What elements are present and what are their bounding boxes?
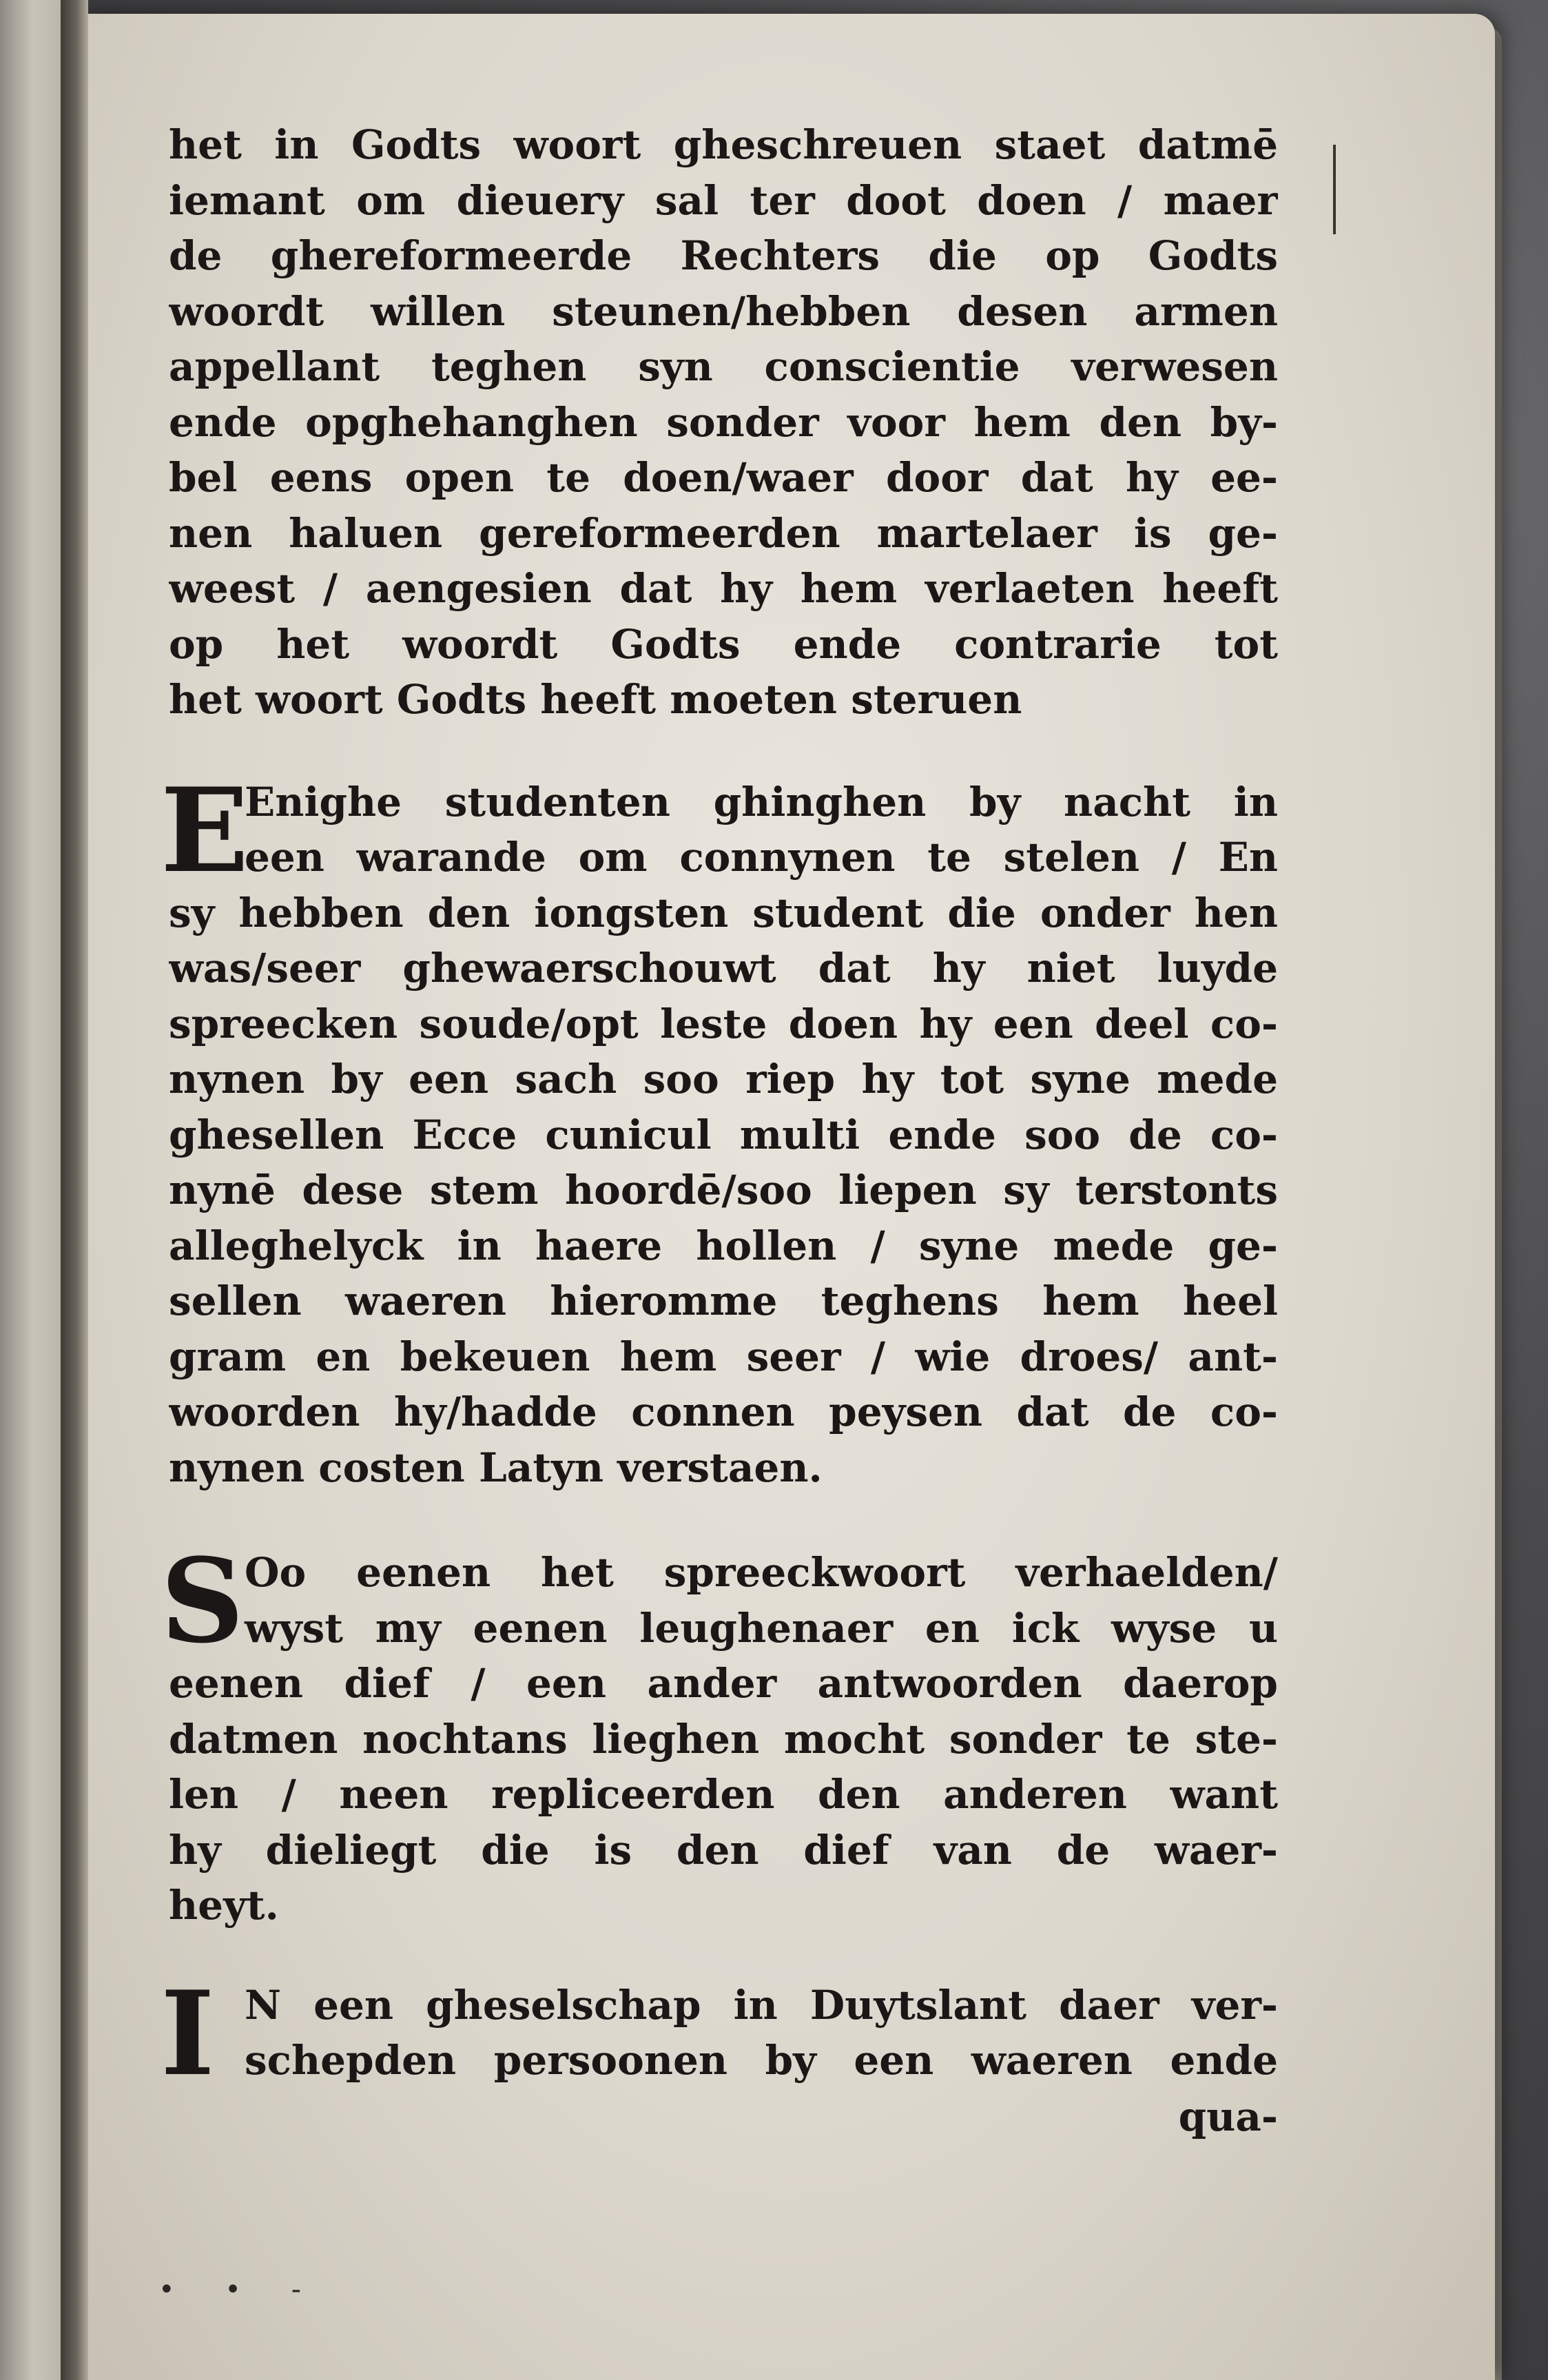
catchword: qua- (1178, 2093, 1278, 2140)
text-line: de ghereformeerde Rechters die op Godts (169, 232, 1278, 279)
text-line: woordt willen steunen/hebben desen armen (169, 287, 1278, 335)
text-line: ende opghehanghen sonder voor hem den by- (169, 398, 1278, 446)
paragraph-3 (161, 1532, 1278, 1933)
text-line: op het woordt Godts ende contrarie tot (169, 620, 1278, 668)
text-line: sellen waeren hieromme teghens hem heel (169, 1278, 1278, 1324)
text-line: een warande om connynen te stelen / En (245, 834, 1278, 881)
text-line: iemant om dieuery sal ter doot doen / maer (169, 176, 1278, 224)
text-line: alleghelyck in haere hollen / syne mede ge- (169, 1222, 1278, 1269)
text-line: gram en bekeuen hem seer / wie droes/ ant- (169, 1333, 1278, 1380)
text-line: ghesellen Ecce cunicul multi ende soo de co- (169, 1111, 1278, 1158)
text-line: woorden hy/hadde connen peysen dat de co- (169, 1388, 1278, 1435)
text-line: was/seer ghewaerschouwt dat hy niet luyde (169, 945, 1278, 992)
text-line: eenen dief / een ander antwoorden daerop (169, 1660, 1278, 1707)
text-line: Oo eenen het spreeckwoort verhaelden/ (245, 1549, 1278, 1596)
text-line: sy hebben den iongsten student die onder hen (169, 889, 1278, 936)
text-line: weest / aengesien dat hy hem verlaeten heeft (169, 565, 1278, 612)
text-line: nynē dese stem hoordē/soo liepen sy terstonts (169, 1167, 1278, 1213)
text-line: bel eens open te doen/waer door dat hy ee- (169, 454, 1278, 501)
text-line: heyt. (169, 1882, 279, 1929)
text-line: N een gheselschap in Duytslant daer ver- (245, 1981, 1278, 2029)
text-line: spreecken soude/opt leste doen hy een deel co- (169, 1000, 1278, 1047)
paragraph-2 (161, 761, 1278, 1496)
text-line: nen haluen gereformeerden martelaer is ge- (169, 509, 1278, 557)
text-line: len / neen repliceerden den anderen want (169, 1771, 1278, 1818)
text-line: Enighe studenten ghinghen by nacht in (245, 778, 1278, 825)
paragraph-1 (169, 117, 1278, 728)
margin-mark (1333, 145, 1336, 234)
text-line: nynen by een sach soo riep hy tot syne mede (169, 1056, 1278, 1102)
text-line: nynen costen Latyn verstaen. (169, 1444, 823, 1491)
text-line: wyst my eenen leughenaer en ick wyse u (245, 1604, 1278, 1652)
drop-cap: E (161, 761, 249, 899)
text-line: datmen nochtans lieghen mocht sonder te ste- (169, 1715, 1278, 1763)
text-line: het in Godts woort gheschreuen staet datmē (169, 121, 1278, 168)
text-line: schepden persoonen by een waeren ende (245, 2037, 1278, 2084)
text-line: appellant teghen syn conscientie verwesen (169, 343, 1278, 390)
text-line: hy dieliegt die is den dief van de waer- (169, 1826, 1278, 1874)
paragraph-4 (161, 1964, 1278, 2140)
book-gutter (61, 0, 88, 2380)
drop-cap: I (161, 1964, 215, 2102)
drop-cap: S (161, 1532, 245, 1669)
footer-marks: • • - (158, 2274, 322, 2306)
page-text (161, 117, 1278, 2140)
text-line: het woort Godts heeft moeten steruen (169, 676, 1022, 723)
